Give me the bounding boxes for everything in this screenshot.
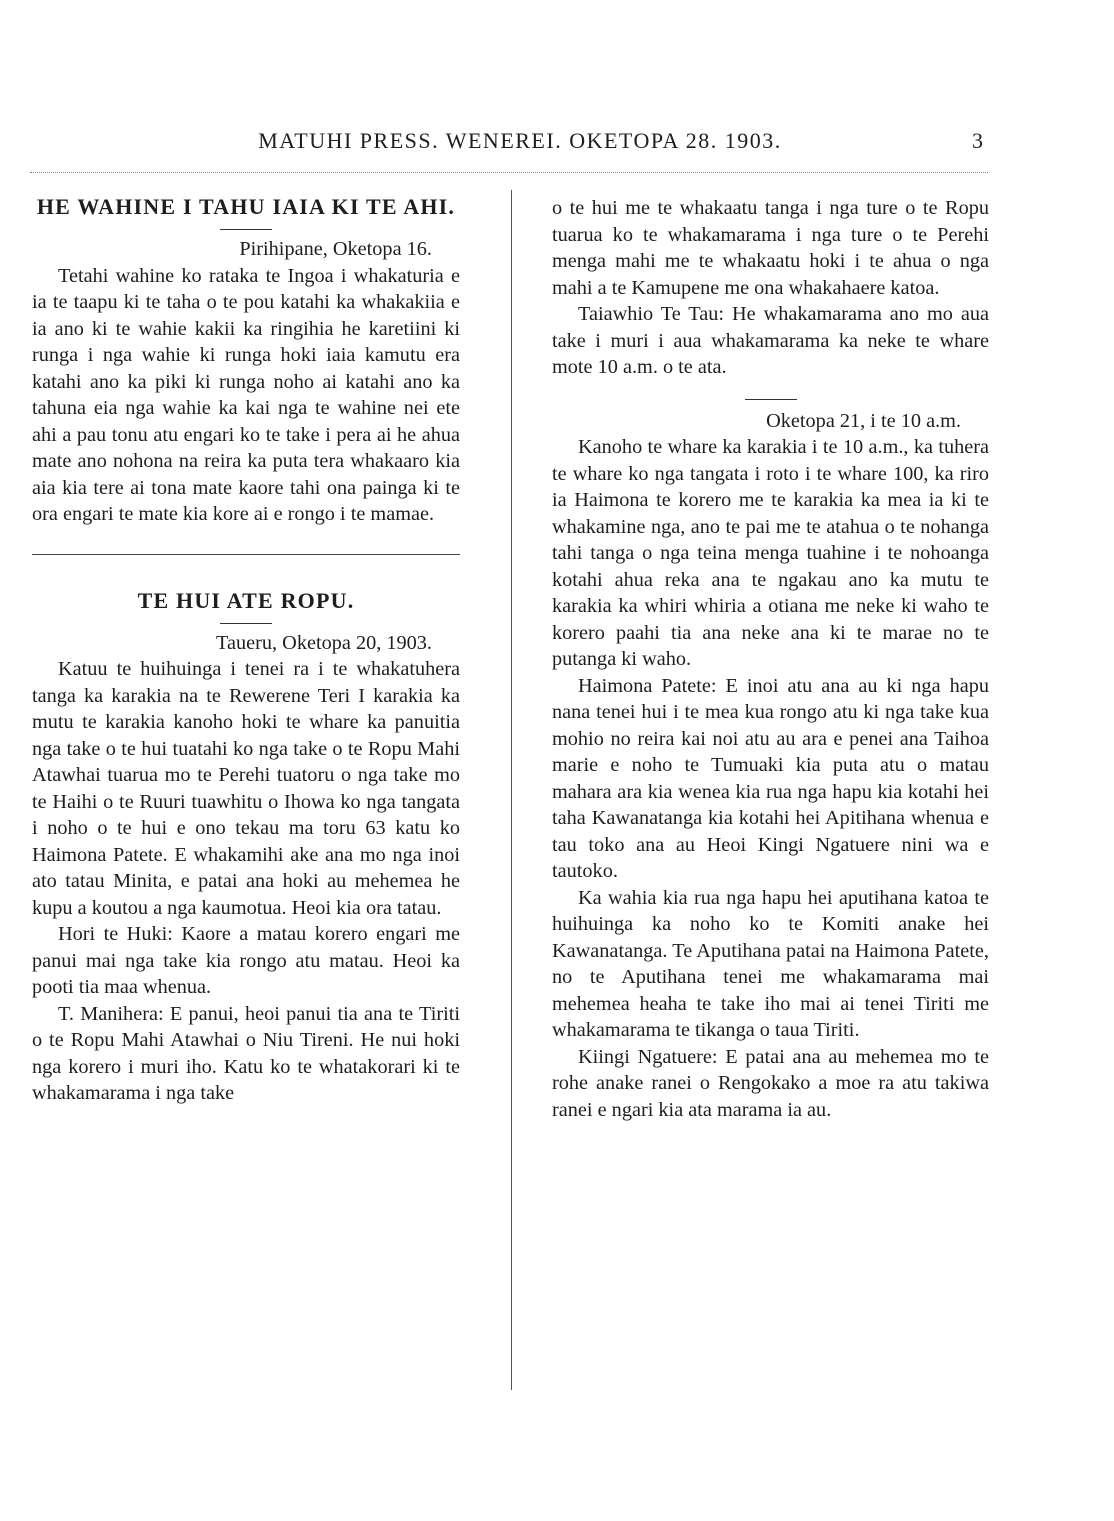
article-dateline: Taueru, Oketopa 20, 1903. <box>216 631 432 654</box>
short-divider <box>220 623 272 624</box>
short-divider <box>220 229 272 230</box>
page-header <box>0 128 1114 162</box>
article-paragraph: Kanoho te whare ka karakia i te 10 a.m., ka tuhera te whare ko nga tangata i roto i te whare 100, ka riro ia Haimona te korero me te karakia ka mea ia ki te whakamine nga, ano te pai me te atahua o te nohanga tahi tanga o nga teina menga tuahine i te nohoanga kotahi ahua reka ana te ngakau ano ka mutu te karakia ka whiri whiria a otiana me neke ki waho te korero paahi tia ana neke ana ki te marae no te putanga ki waho. <box>552 436 989 670</box>
article-paragraph: T. Manihera: E panui, heoi panui tia ana te Tiriti o te Ropu Mahi Atawhai o Niu Tireni. He nui hoki nga korero i muri iho. Katu ko te whatakorari ki te whakamarama i nga take <box>32 1002 460 1104</box>
newspaper-title: MATUHI PRESS. WENEREI. OKETOPA 28. 1903. <box>258 128 782 153</box>
page-number: 3 <box>972 128 983 153</box>
article-headline: TE HUI ATE ROPU. <box>137 587 355 613</box>
header-divider <box>30 172 988 173</box>
article-paragraph: Ka wahia kia rua nga hapu hei aputihana katoa te huihuinga ka noho ko te Komiti anake hei Kawanatanga. Te Aputihana patai na Haimona Patete, no te Aputihana tenei me whakamarama mai mehemea heaha te take iho mai ai tenei Tiriti me whakamarama te tikanga o taua Tiriti. <box>552 886 989 1041</box>
article-paragraph: Katuu te huihuinga i tenei ra i te whakatuhera tanga ka karakia na te Rewerene Teri I karakia ka mutu te karakia kanoho hoki te whare ka panuitia nga take o te hui tuatahi ko nga take o te Ropu Mahi Atawhai tuarua mo te Perehi tuatoru o nga take mo te Haihi o te Ruuri tuawhitu o Ihowa ko nga tangata i noho o te hui e ono tekau ma toru 63 katu ko Haimona Patete. E whakamihi ake ana mo nga inoi ato tatau Minita, e patai ana hoki au mehemea he kupu a koutou a nga kaumotua. Heoi kia ora tatau. <box>32 658 460 919</box>
article-headline: HE WAHINE I TAHU IAIA KI TE AHI. <box>36 194 456 219</box>
article-paragraph: Kiingi Ngatuere: E patai ana au mehemea mo te rohe anake ranei o Rengokako a moe ra atu takiwa ranei e ngari kia ata marama ia au. <box>552 1045 989 1121</box>
short-divider <box>745 399 797 400</box>
article-dateline: Pirihipane, Oketopa 16. <box>239 238 432 260</box>
article-paragraph: o te hui me te whakaatu tanga i nga ture o te Ropu tuarua ko te whakamarama i nga ture o te Perehi menga mahi me te whakaatu hoki i te ahua o nga mahi a te Kamupene me ona whakahaere katoa. <box>552 197 989 299</box>
column-divider <box>511 190 512 1390</box>
article-divider <box>32 554 460 555</box>
article-paragraph: Tetahi wahine ko rataka te Ingoa i whakaturia e ia te taapu ki te taha o te pou katahi ka whakakiia e ia ano ki te wahie kakii ka ringihia he karetiini ki runga i nga wahie ki runga hoki iaia kamutu era katahi ano ka piki ki runga noho ai katahi ano ka tahuna eia nga wahie ka kai nga te wahine nei ete ahi a pau tonu atu engari ko te take i pera ai he ahua mate ano nohona na reira ka puta tera whakaaro kia aia kia tere ai tona mate kaore tahi ona painga ki te ora engari te mate kia kore ai e rongo i te mamae. <box>32 264 460 525</box>
article-dateline: Oketopa 21, i te 10 a.m. <box>766 409 961 432</box>
article-paragraph: Taiawhio Te Tau: He whakamarama ano mo aua take i muri i aua whakamarama ka neke te whare mote 10 a.m. o te ata. <box>552 303 989 378</box>
right-column <box>552 195 989 1123</box>
article-woman-fire <box>32 195 460 528</box>
left-column <box>32 195 460 1107</box>
article-paragraph: Haimona Patete: E inoi atu ana au ki nga hapu nana tenei hui i te mea kua rongo atu ki nga take kua mohio no reira kai noi atu au ara e penei ana Taihoa marie e noho te Tumuaki kia puta atu o matau mahara ara kia wenea kia rua nga hapu kia kotahi hei taha Kawanatanga kia kotahi hei Apitihana whenua e tau toko ana au Heoi Kingi Ngatuere nini wa e tautoko. <box>552 674 989 882</box>
article-hui-ropu <box>32 589 460 1107</box>
article-paragraph: Hori te Huki: Kaore a matau korero engari me panui mai nga take kia rongo atu matau. Heoi ka pooti tia maa whenua. <box>32 923 460 998</box>
